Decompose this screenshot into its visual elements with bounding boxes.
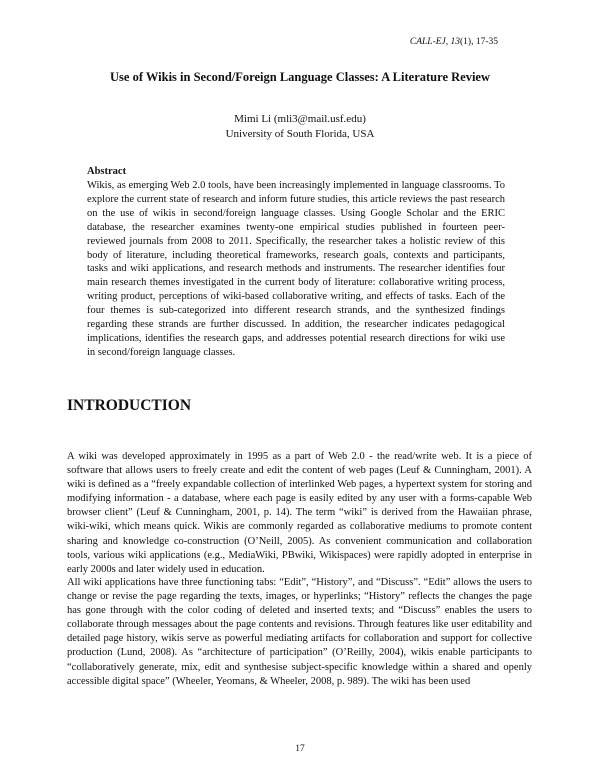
abstract-text: Wikis, as emerging Web 2.0 tools, have been increasingly implemented in language classrooms. To explore the current state of research and inform future studies, this article reviews the past research on the use of wikis in second/foreign language classes. Using Google Scholar and the ERIC database, the researcher examines twenty-one empirical studies published in fourteen peer-reviewed journals from 2008 to 2011. Specifically, the researcher takes a holistic review of this body of literature, including theoretical frameworks, research goals, contexts and participants, tasks and wiki applications, and research methods and instruments. The researcher identifies four main research themes investigated in the current body of literature: collaborative writing process, writing product, perceptions of wiki-based collaborative writing, and effects of tasks. Each of the four themes is sub-categorized into different research strands, and the synthesized findings regarding these strands are further discussed. In addition, the researcher indicates pedagogical implications, identifies the research gaps, and addresses potential research directions for wiki use in second/foreign language classes. [87,180,505,358]
author-block [0,112,600,142]
body-paragraph: All wiki applications have three functioning tabs: “Edit”, “History”, and “Discuss”. “Edit” allows the users to change or revise the page regarding the texts, images, or hyperlinks; “History” reflects the changes the page has gone through with the color coding of deleted and inserted texts; and “Discuss” enables the users to collaborate through messages about the page contents and revisions. Through features like user editability and detailed page history, wikis serve as powerful mediating artifacts for collaboration and support for collective production (Lund, 2008). As “architecture of participation” (O’Reilly, 2004), wikis enable participants to “collaboratively generate, mix, edit and synthesise subject-specific knowledge within a shared and openly accessible digital space” (Wheeler, Yeomans, & Wheeler, 2008, p. 989). The wiki has been used [67,577,532,687]
body-paragraph: A wiki was developed approximately in 1995 as a part of Web 2.0 - the read/write web. It is a piece of software that allows users to freely create and edit the content of web pages (Leuf & Cunningham, 2001). A wiki is defined as a “freely expandable collection of interlinked Web pages, a hypertext system for storing and modifying information - a database, where each page is easily edited by any user with a forms-capable Web browser client” (Leuf & Cunningham, 2001, p. 14). The term “wiki” is derived from the Hawaiian phrase, wiki-wiki, which means quick. Wikis are commonly regarded as collaborative mediums to promote content sharing and knowledge co-construction (O’Neill, 2005). As convenient communication and collaboration tools, various wiki applications (e.g., MediaWiki, PBwiki, Wikispaces) were rapidly adopted in enterprise in early 2000s and later widely used in education. [67,451,532,575]
journal-issue-pages: (1), 17-35 [460,37,498,47]
abstract-heading: Abstract [87,166,127,177]
author-affiliation: University of South Florida, USA [225,128,375,140]
author-name: Mimi Li (mli3@mail.usf.edu) [234,113,366,125]
page-number: 17 [295,744,305,754]
journal-volume: 13 [450,37,460,47]
section-heading-introduction: INTRODUCTION [67,397,192,414]
journal-header [410,37,498,47]
paper-title: Use of Wikis in Second/Foreign Language Classes: A Literature Review [110,70,490,84]
journal-name: CALL-EJ, [409,37,451,47]
